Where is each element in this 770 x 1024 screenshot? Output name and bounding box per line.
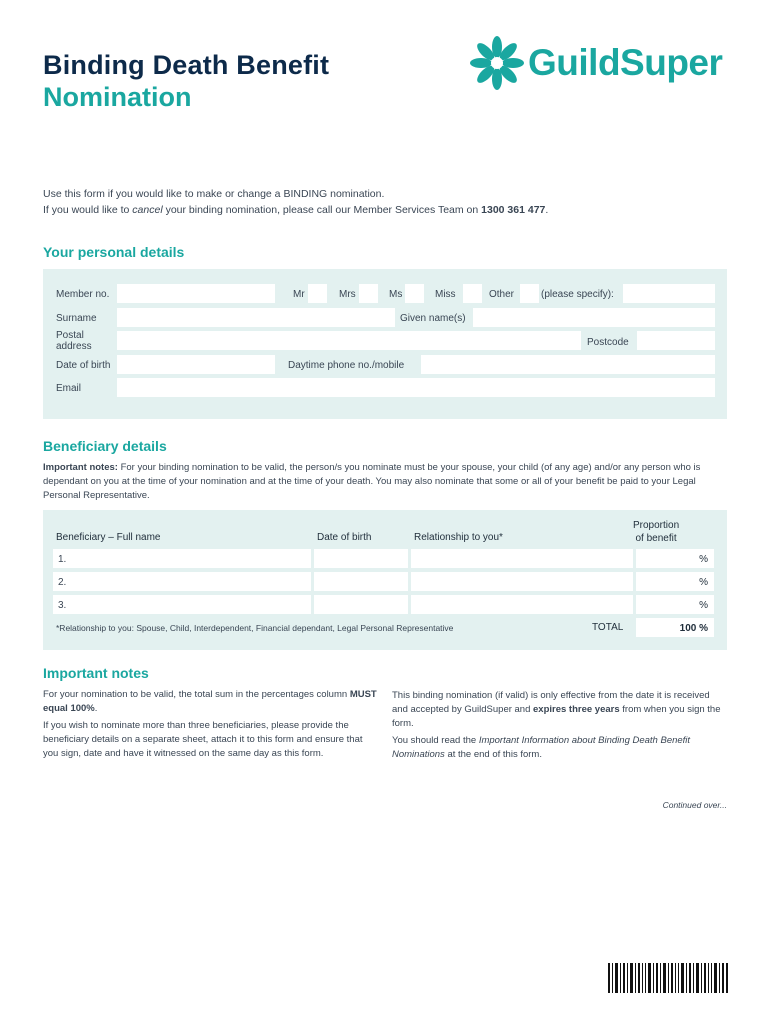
- title-mrs-label: Mrs: [339, 289, 356, 300]
- barcode-icon: [608, 963, 728, 993]
- notes-left-p2: If you wish to nominate more than three beneficiaries, please provide the beneficiary details on a separate sheet, attach it to this form and ensure that you sign, date and have it witnessed on the same day as this form.: [43, 720, 363, 759]
- personal-details-heading: Your personal details: [43, 244, 185, 260]
- beneficiary-1-name-field[interactable]: [53, 549, 311, 568]
- surname-field[interactable]: [117, 308, 395, 327]
- dob-label: Date of birth: [56, 360, 111, 371]
- please-specify-label: (please specify):: [541, 289, 614, 300]
- col-header-relationship: Relationship to you*: [414, 532, 503, 543]
- email-label: Email: [56, 383, 82, 394]
- title-ms-checkbox[interactable]: [405, 284, 424, 303]
- email-field[interactable]: [117, 378, 715, 397]
- beneficiary-1-relationship-field[interactable]: [411, 549, 633, 568]
- page-title: Binding Death Benefit: [43, 50, 330, 80]
- percent-sign: %: [699, 554, 708, 565]
- beneficiary-row-number: 2.: [58, 577, 67, 588]
- col-header-name: Beneficiary – Full name: [56, 532, 161, 543]
- member-no-label: Member no.: [56, 289, 110, 300]
- beneficiary-2-relationship-field[interactable]: [411, 572, 633, 591]
- beneficiary-1-dob-field[interactable]: [314, 549, 408, 568]
- intro-line-2: If you would like to cancel your binding nomination, please call our Member Services Team on 1300 361 477.: [43, 204, 549, 216]
- dob-field[interactable]: [117, 355, 275, 374]
- beneficiary-row-number: 3.: [58, 600, 67, 611]
- col-header-proportion: Proportion of benefit: [633, 520, 680, 544]
- surname-label: Surname: [56, 313, 97, 324]
- title-other-checkbox[interactable]: [520, 284, 539, 303]
- percent-sign: %: [699, 577, 708, 588]
- daytime-phone-field[interactable]: [421, 355, 715, 374]
- title-mr-label: Mr: [293, 289, 305, 300]
- title-miss-label: Miss: [435, 289, 456, 300]
- col-header-dob: Date of birth: [317, 532, 372, 543]
- title-mrs-checkbox[interactable]: [359, 284, 378, 303]
- title-mr-checkbox[interactable]: [308, 284, 327, 303]
- intro-line-1: Use this form if you would like to make or change a BINDING nomination.: [43, 188, 385, 200]
- total-value: 100 %: [679, 623, 708, 634]
- member-services-phone[interactable]: 1300 361 477: [481, 204, 546, 216]
- beneficiary-row-number: 1.: [58, 554, 67, 565]
- continued-over-text: Continued over...: [662, 800, 727, 810]
- given-names-field[interactable]: [473, 308, 715, 327]
- postal-address-field[interactable]: [117, 331, 581, 350]
- postcode-label: Postcode: [587, 337, 629, 348]
- total-label: TOTAL: [592, 622, 624, 633]
- beneficiary-details-heading: Beneficiary details: [43, 438, 167, 454]
- beneficiary-3-name-field[interactable]: [53, 595, 311, 614]
- guildsuper-logo-icon: [468, 34, 526, 92]
- notes-right-p1: This binding nomination (if valid) is only effective from the date it is received and accepted by GuildSuper and expires three years from when you sign the form.: [392, 690, 721, 729]
- member-no-field[interactable]: [117, 284, 275, 303]
- daytime-phone-label: Daytime phone no./mobile: [288, 360, 405, 371]
- title-ms-label: Ms: [389, 289, 403, 300]
- title-miss-checkbox[interactable]: [463, 284, 482, 303]
- given-names-label: Given name(s): [400, 313, 466, 324]
- notes-left-p1: For your nomination to be valid, the total sum in the percentages column MUST equal 100%.: [43, 689, 377, 714]
- postal-address-label: Postal address: [56, 330, 92, 352]
- other-title-field[interactable]: [623, 284, 715, 303]
- personal-details-panel: [43, 269, 727, 419]
- logo-text: GuildSuper: [528, 42, 723, 83]
- beneficiary-table-panel: [43, 510, 727, 650]
- beneficiary-3-relationship-field[interactable]: [411, 595, 633, 614]
- page-subtitle: Nomination: [43, 82, 192, 112]
- percent-sign: %: [699, 600, 708, 611]
- beneficiary-3-dob-field[interactable]: [314, 595, 408, 614]
- title-other-label: Other: [489, 289, 515, 300]
- notes-right-p2: You should read the Important Information about Binding Death Benefit Nominations at the end of this form.: [392, 735, 691, 760]
- beneficiary-important-note: Important notes: For your binding nomination to be valid, the person/s you nominate must be your spouse, your child (of any age) and/or any person who is dependant on you at the time of your nomination and at the time of your death. You may also nominate that some or all of your benefit be paid to your Legal Personal Representative.: [43, 462, 701, 501]
- relationship-footnote: *Relationship to you: Spouse, Child, Interdependent, Financial dependant, Legal Personal Representative: [56, 623, 454, 633]
- beneficiary-2-dob-field[interactable]: [314, 572, 408, 591]
- beneficiary-2-name-field[interactable]: [53, 572, 311, 591]
- postcode-field[interactable]: [637, 331, 715, 350]
- important-notes-heading: Important notes: [43, 665, 149, 681]
